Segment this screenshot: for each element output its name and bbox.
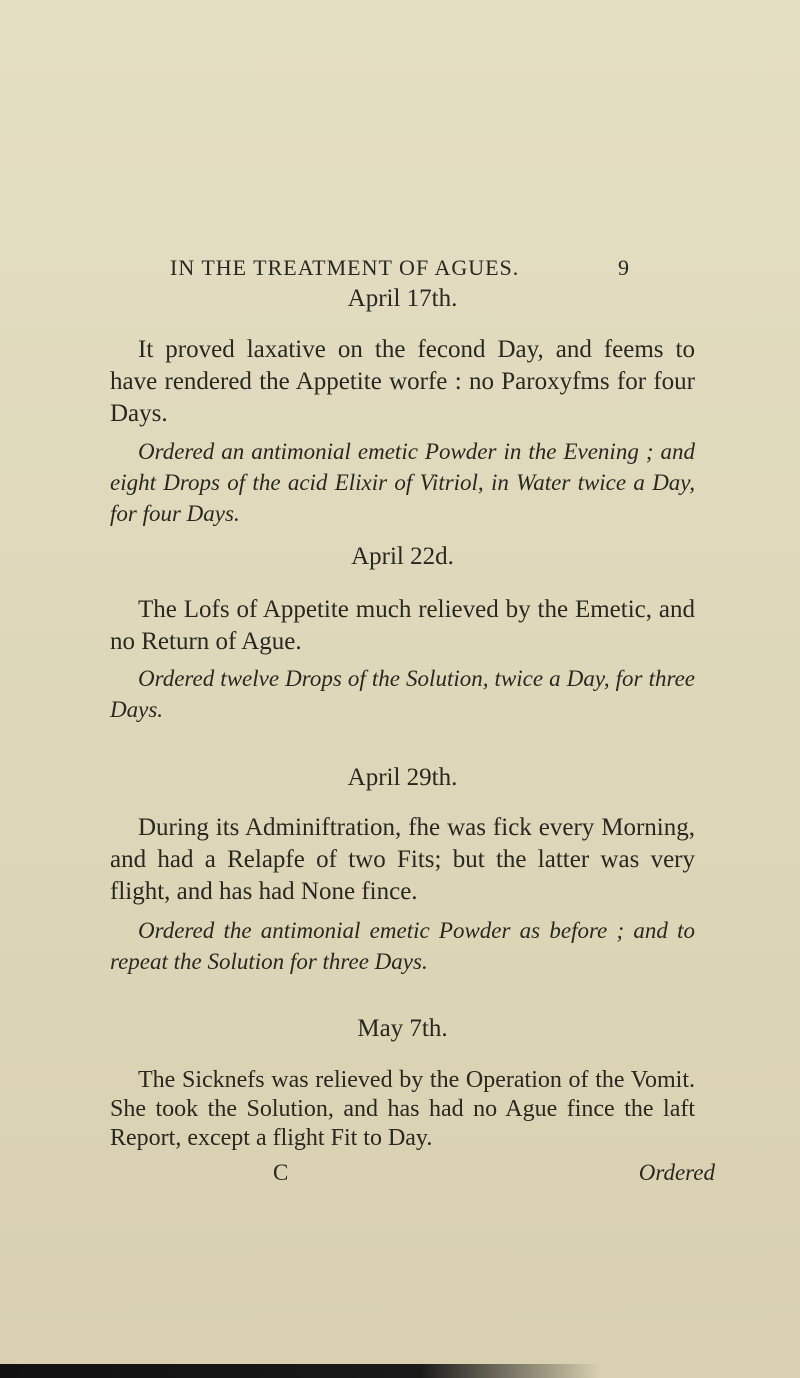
- entry-text: It proved laxative on the fecond Day, and feems to have rendered the Appetite worfe : no Paroxyfms for four Days.: [110, 336, 695, 427]
- signature-mark: C: [273, 1160, 289, 1185]
- entry-date: April 29th.: [347, 764, 458, 791]
- running-title: IN THE TREATMENT OF AGUES.: [170, 255, 520, 280]
- entry-date: May 7th.: [357, 1015, 448, 1042]
- page-number: 9: [618, 255, 630, 280]
- binding-edge: [0, 1364, 600, 1378]
- entry-text: During its Adminiftration, fhe was fick every Morning, and had a Relapfe of two Fits; but the latter was very flight, and has had None fince.: [110, 814, 695, 905]
- entry-date: April 17th.: [347, 285, 458, 312]
- entry-date: April 22d.: [351, 543, 454, 570]
- catchword: Ordered: [638, 1160, 715, 1185]
- entry-order: Ordered the antimonial emetic Powder as before ; and to repeat the Solution for three Days.: [110, 918, 695, 974]
- entry-order: Ordered twelve Drops of the Solution, twice a Day, for three Days.: [110, 666, 695, 722]
- entry-text: The Lofs of Appetite much relieved by the Emetic, and no Return of Ague.: [110, 596, 695, 655]
- entry-order: Ordered an antimonial emetic Powder in the Evening ; and eight Drops of the acid Elixir of Vitriol, in Water twice a Day, for four Days.: [110, 439, 695, 526]
- running-header: [170, 255, 630, 281]
- entry-text: The Sicknefs was relieved by the Operation of the Vomit. She took the Solution, and has had no Ague fince the laft Report, except a flight Fit to Day.: [110, 1067, 695, 1151]
